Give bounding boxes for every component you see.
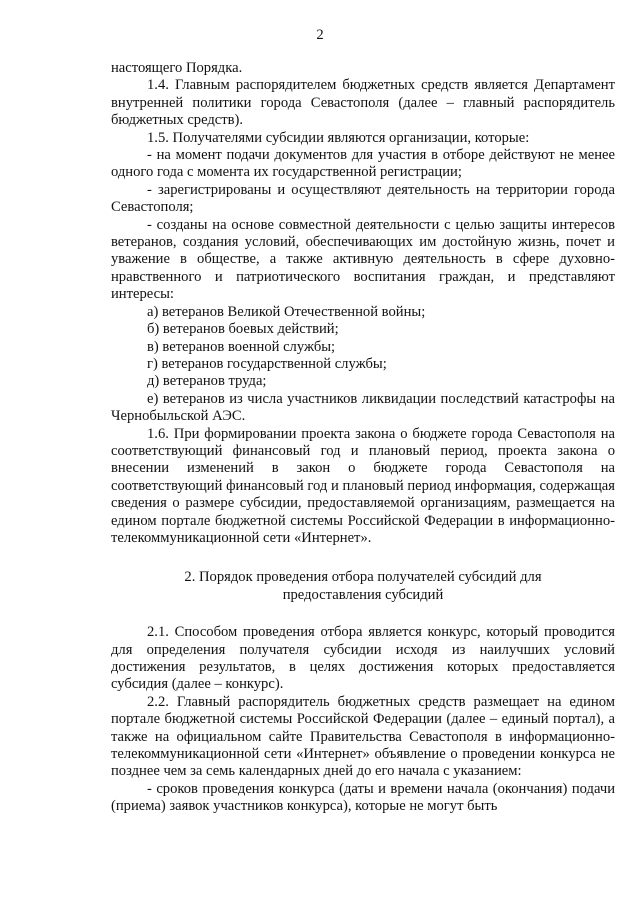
paragraph: е) ветеранов из числа участников ликвидации последствий катастрофы на Чернобыльской АЭС.: [111, 390, 615, 425]
paragraph: - зарегистрированы и осуществляют деятельность на территории города Севастополя;: [111, 181, 615, 216]
list-item: а) ветеранов Великой Отечественной войны;: [147, 303, 426, 320]
paragraph: - сроков проведения конкурса (даты и времени начала (окончания) подачи (приема) заявок участников конкурса), которые не могут быть: [111, 780, 615, 815]
section-2-heading-line-1: 2. Порядок проведения отбора получателей субсидий для: [184, 569, 542, 586]
paragraph: настоящего Порядка.: [111, 60, 243, 76]
list-item: г) ветеранов государственной службы;: [147, 355, 387, 372]
page-number: 2: [316, 27, 324, 43]
paragraph: 2.2. Главный распорядитель бюджетных средств размещает на едином портале бюджетной системы Российской Федерации (далее – единый портал), а также на официальном сайте Правительства Севастополя в информационно-телекоммуникационной сети «Интернет» объявление о проведении конкурса не позднее чем за семь календарных дней до его начала с указанием:: [111, 693, 615, 780]
section-2-heading: [111, 569, 615, 604]
list-item: б) ветеранов боевых действий;: [147, 321, 339, 338]
section-2-heading-line-2: предоставления субсидий: [282, 586, 444, 603]
paragraph: - созданы на основе совместной деятельности с целью защиты интересов ветеранов, создания условий, обеспечивающих им достойную жизнь, почет и уважение в обществе, а также активную деятельность в сфере духовно-нравственного и патриотического воспитания граждан, и представляют интересы:: [111, 216, 615, 303]
section-1-paragraphs: [111, 60, 615, 547]
list-item: д) ветеранов труда;: [147, 373, 267, 390]
list-item: в) ветеранов военной службы;: [147, 338, 336, 355]
paragraph: 2.1. Способом проведения отбора является конкурс, который проводится для определения получателя субсидии исходя из наилучших условий достижения результатов, в целях достижения которых предоставляется субсидия (далее – конкурс).: [111, 624, 615, 693]
paragraph: - на момент подачи документов для участия в отборе действуют не менее одного года с момента их государственной регистрации;: [111, 147, 615, 181]
document-body: [111, 60, 615, 816]
section-2-paragraphs: [111, 624, 615, 815]
paragraph: 1.4. Главным распорядителем бюджетных средств является Департамент внутренней политики города Севастополя (далее – главный распорядитель бюджетных средств).: [111, 77, 615, 129]
paragraph: 1.5. Получателями субсидии являются организации, которые:: [147, 129, 530, 146]
paragraph: 1.6. При формировании проекта закона о бюджете города Севастополя на соответствующий финансовый год и плановый период, проекта закона о внесении изменений в закон о бюджете города Севастополя на соответствующий финансовый год и плановый период информация, содержащая сведения о размере субсидии, предоставляемой организациям, размещается на едином портале бюджетной системы Российской Федерации в информационно-телекоммуникационной сети «Интернет».: [111, 425, 615, 546]
